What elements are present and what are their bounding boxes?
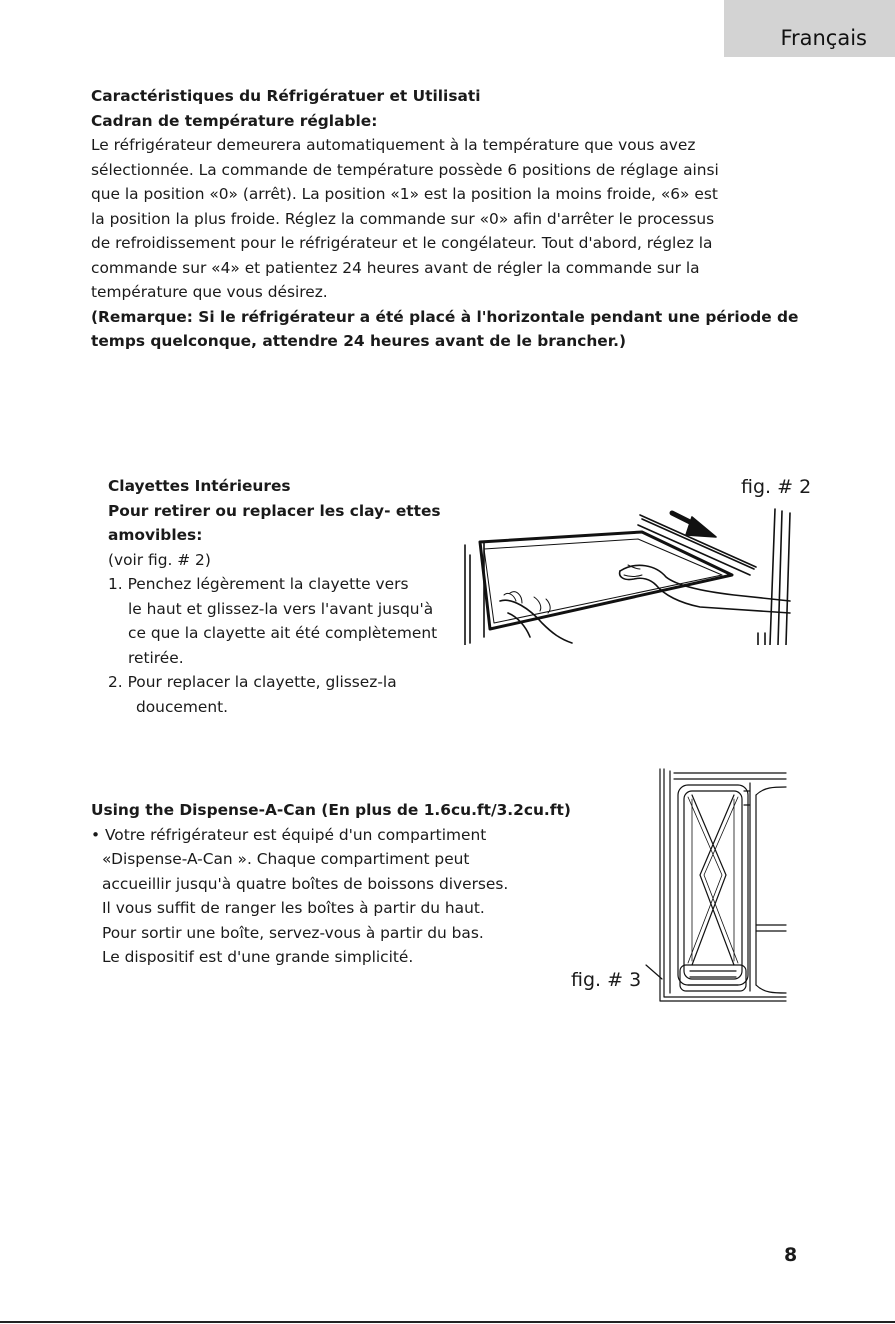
section-title: Caractéristiques du Réfrigératuer et Utilisati bbox=[91, 87, 481, 105]
note-line: temps quelconque, attendre 24 heures avant de le brancher.) bbox=[91, 332, 627, 350]
section-title: Using the Dispense-A-Can (En plus de 1.6cu.ft/3.2cu.ft) bbox=[91, 801, 571, 819]
section-subtitle: Pour retirer ou replacer les clay- ettes bbox=[108, 501, 441, 520]
step-line: 1. Penchez légèrement la clayette vers bbox=[108, 575, 409, 593]
body-line: Pour sortir une boîte, servez-vous à partir du bas. bbox=[102, 923, 484, 942]
body-line: commande sur «4» et patientez 24 heures avant de régler la commande sur la bbox=[91, 258, 700, 277]
body-line: Le réfrigérateur demeurera automatiquement à la température que vous avez bbox=[91, 136, 696, 154]
step-line: doucement. bbox=[136, 697, 229, 716]
shelf-illustration bbox=[460, 505, 800, 645]
section-subtitle: Cadran de température réglable: bbox=[91, 111, 378, 130]
language-tab: Français bbox=[724, 0, 895, 57]
body-line: Il vous suffit de ranger les boîtes à partir du haut. bbox=[102, 899, 485, 917]
step-line: 2. Pour replacer la clayette, glissez-la bbox=[108, 673, 397, 691]
figure-label: fig. # 3 bbox=[571, 969, 642, 991]
dispense-a-can-illustration bbox=[640, 765, 790, 1005]
dispense-a-can-section bbox=[91, 798, 651, 970]
bottom-rule bbox=[0, 1321, 895, 1323]
figure-label: fig. # 2 bbox=[741, 476, 812, 498]
body-line: • Votre réfrigérateur est équipé d'un compartiment bbox=[91, 825, 487, 844]
section-title: Clayettes Intérieures bbox=[108, 477, 291, 495]
section-subtitle: amovibles: bbox=[108, 526, 203, 544]
body-line: «Dispense-A-Can ». Chaque compartiment peut bbox=[102, 850, 470, 868]
body-line: de refroidissement pour le réfrigérateur et le congélateur. Tout d'abord, réglez la bbox=[91, 234, 713, 252]
body-line: Le dispositif est d'une grande simplicité. bbox=[102, 948, 414, 966]
figure-reference: (voir fig. # 2) bbox=[108, 550, 211, 569]
page-number: 8 bbox=[784, 1244, 798, 1266]
note-line: (Remarque: Si le réfrigérateur a été placé à l'horizontale pendant une période de bbox=[91, 307, 799, 326]
body-line: que la position «0» (arrêt). La position «1» est la position la moins froide, «6» est bbox=[91, 185, 718, 203]
body-line: sélectionnée. La commande de température possède 6 positions de réglage ainsi bbox=[91, 160, 719, 179]
body-line: température que vous désirez. bbox=[91, 283, 328, 301]
step-line: ce que la clayette ait été complètement bbox=[128, 624, 438, 642]
step-line: le haut et glissez-la vers l'avant jusqu'à bbox=[128, 599, 434, 618]
temperature-section bbox=[91, 84, 821, 354]
step-line: retirée. bbox=[128, 648, 184, 667]
shelves-section bbox=[108, 474, 468, 719]
body-line: accueillir jusqu'à quatre boîtes de boissons diverses. bbox=[102, 874, 509, 893]
body-line: la position la plus froide. Réglez la commande sur «0» afin d'arrêter le processus bbox=[91, 209, 715, 228]
